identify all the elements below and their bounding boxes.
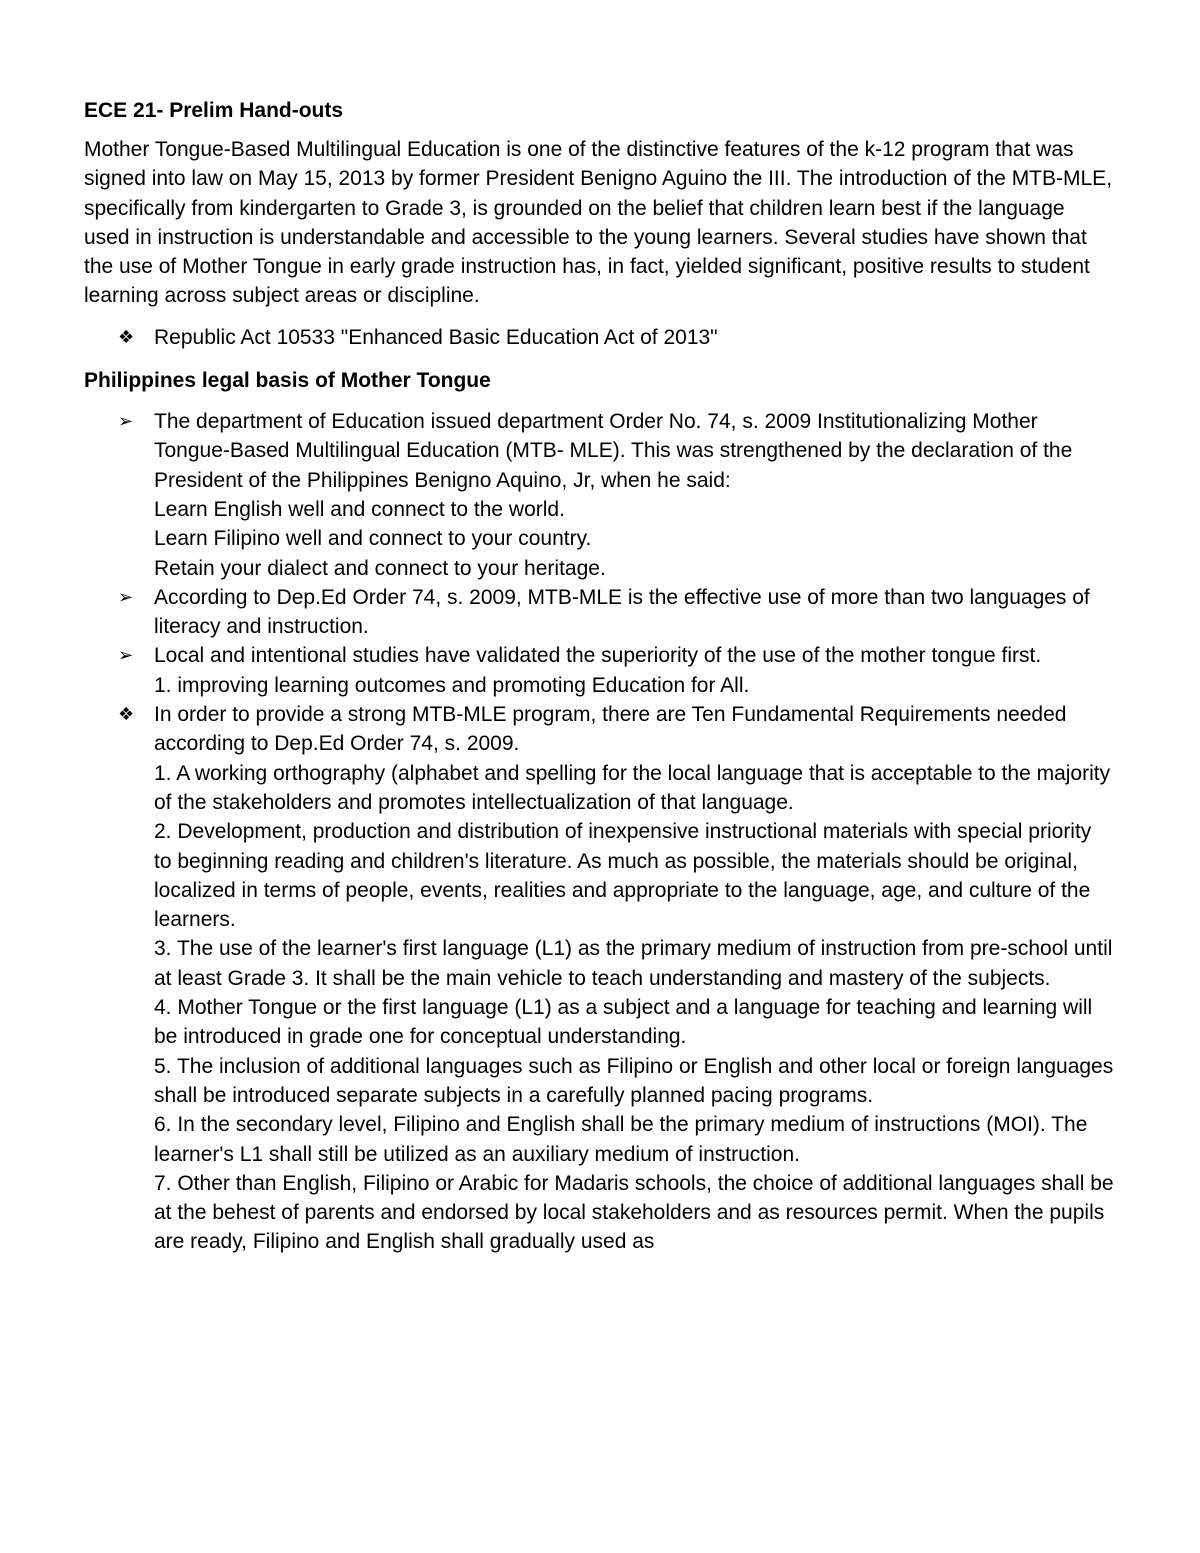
list-item [84, 700, 1114, 1257]
list-item-text: According to Dep.Ed Order 74, s. 2009, MTB-MLE is the effective use of more than two languages of literacy and instruction. [154, 585, 1090, 639]
quote-line: Learn Filipino well and connect to your country. [154, 527, 592, 551]
legal-basis-list [84, 407, 1114, 1257]
arrow-bullet-icon: ➢ [118, 645, 134, 667]
requirement-line: 5. The inclusion of additional languages such as Filipino or English and other local or foreign languages shall be introduced separate subjects in a carefully planned pacing programs. [154, 1054, 1114, 1107]
requirement-line: 6. In the secondary level, Filipino and English shall be the primary medium of instructions (MOI). The learner's L1 shall still be utilized as an auxiliary medium of instruction. [154, 1113, 1088, 1166]
list-item [84, 641, 1114, 700]
arrow-bullet-icon: ➢ [118, 411, 134, 433]
diamond-bullet-icon: ❖ [118, 326, 135, 348]
numbered-line: 1. improving learning outcomes and promoting Education for All. [154, 673, 750, 697]
list-item-text: The department of Education issued department Order No. 74, s. 2009 Institutionalizing Mother Tongue-Based Multilingual Education (MTB- MLE). This was strengthened by the declaration of the President of the Philippines Benigno Aquino, Jr, when he said: [154, 410, 1073, 492]
requirement-line: 1. A working orthography (alphabet and spelling for the local language that is acceptable to the majority of the stakeholders and promotes intellectualization of that language. [154, 761, 1111, 814]
bullet-republic-act [84, 323, 1114, 352]
quote-line: Learn English well and connect to the world. [154, 497, 565, 521]
list-item [84, 583, 1114, 642]
requirement-line: 4. Mother Tongue or the first language (L1) as a subject and a language for teaching and learning will be introduced in grade one for conceptual understanding. [154, 996, 1093, 1049]
requirement-line: 3. The use of the learner's first language (L1) as the primary medium of instruction from pre-school until at least Grade 3. It shall be the main vehicle to teach understanding and mastery of the subjects. [154, 937, 1113, 990]
list-item-text: Local and intentional studies have validated the superiority of the use of the mother tongue first. [154, 644, 1042, 668]
diamond-bullet-icon: ❖ [118, 704, 135, 726]
requirement-line: 2. Development, production and distribution of inexpensive instructional materials with special priority to beginning reading and children's literature. As much as possible, the materials should be original, localized in terms of people, events, realities and appropriate to the language, age, and culture of the learners. [154, 820, 1092, 932]
requirement-line: 7. Other than English, Filipino or Arabic for Madaris schools, the choice of additional languages shall be at the behest of parents and endorsed by local stakeholders and as resources permit. When the pupils are ready, Filipino and English shall gradually used as [154, 1171, 1114, 1254]
document-title: ECE 21- Prelim Hand-outs [84, 99, 344, 122]
intro-paragraph: Mother Tongue-Based Multilingual Education is one of the distinctive features of the k-12 program that was signed into law on May 15, 2013 by former President Benigno Aguino the III. The introduction of the MTB-MLE, specifically from kindergarten to Grade 3, is grounded on the belief that children learn best if the language used in instruction is understandable and accessible to the young learners. Several studies have shown that the use of Mother Tongue in early grade instruction has, in fact, yielded significant, positive results to student learning across subject areas or discipline. [84, 138, 1113, 308]
bullet-text: Republic Act 10533 "Enhanced Basic Education Act of 2013" [154, 325, 718, 349]
section-heading: Philippines legal basis of Mother Tongue [84, 369, 491, 393]
list-item [84, 407, 1114, 583]
arrow-bullet-icon: ➢ [118, 586, 134, 608]
document-page [84, 96, 1114, 1257]
list-item-text: In order to provide a strong MTB-MLE program, there are Ten Fundamental Requirements needed according to Dep.Ed Order 74, s. 2009. [154, 703, 1067, 756]
quote-line: Retain your dialect and connect to your heritage. [154, 556, 606, 580]
